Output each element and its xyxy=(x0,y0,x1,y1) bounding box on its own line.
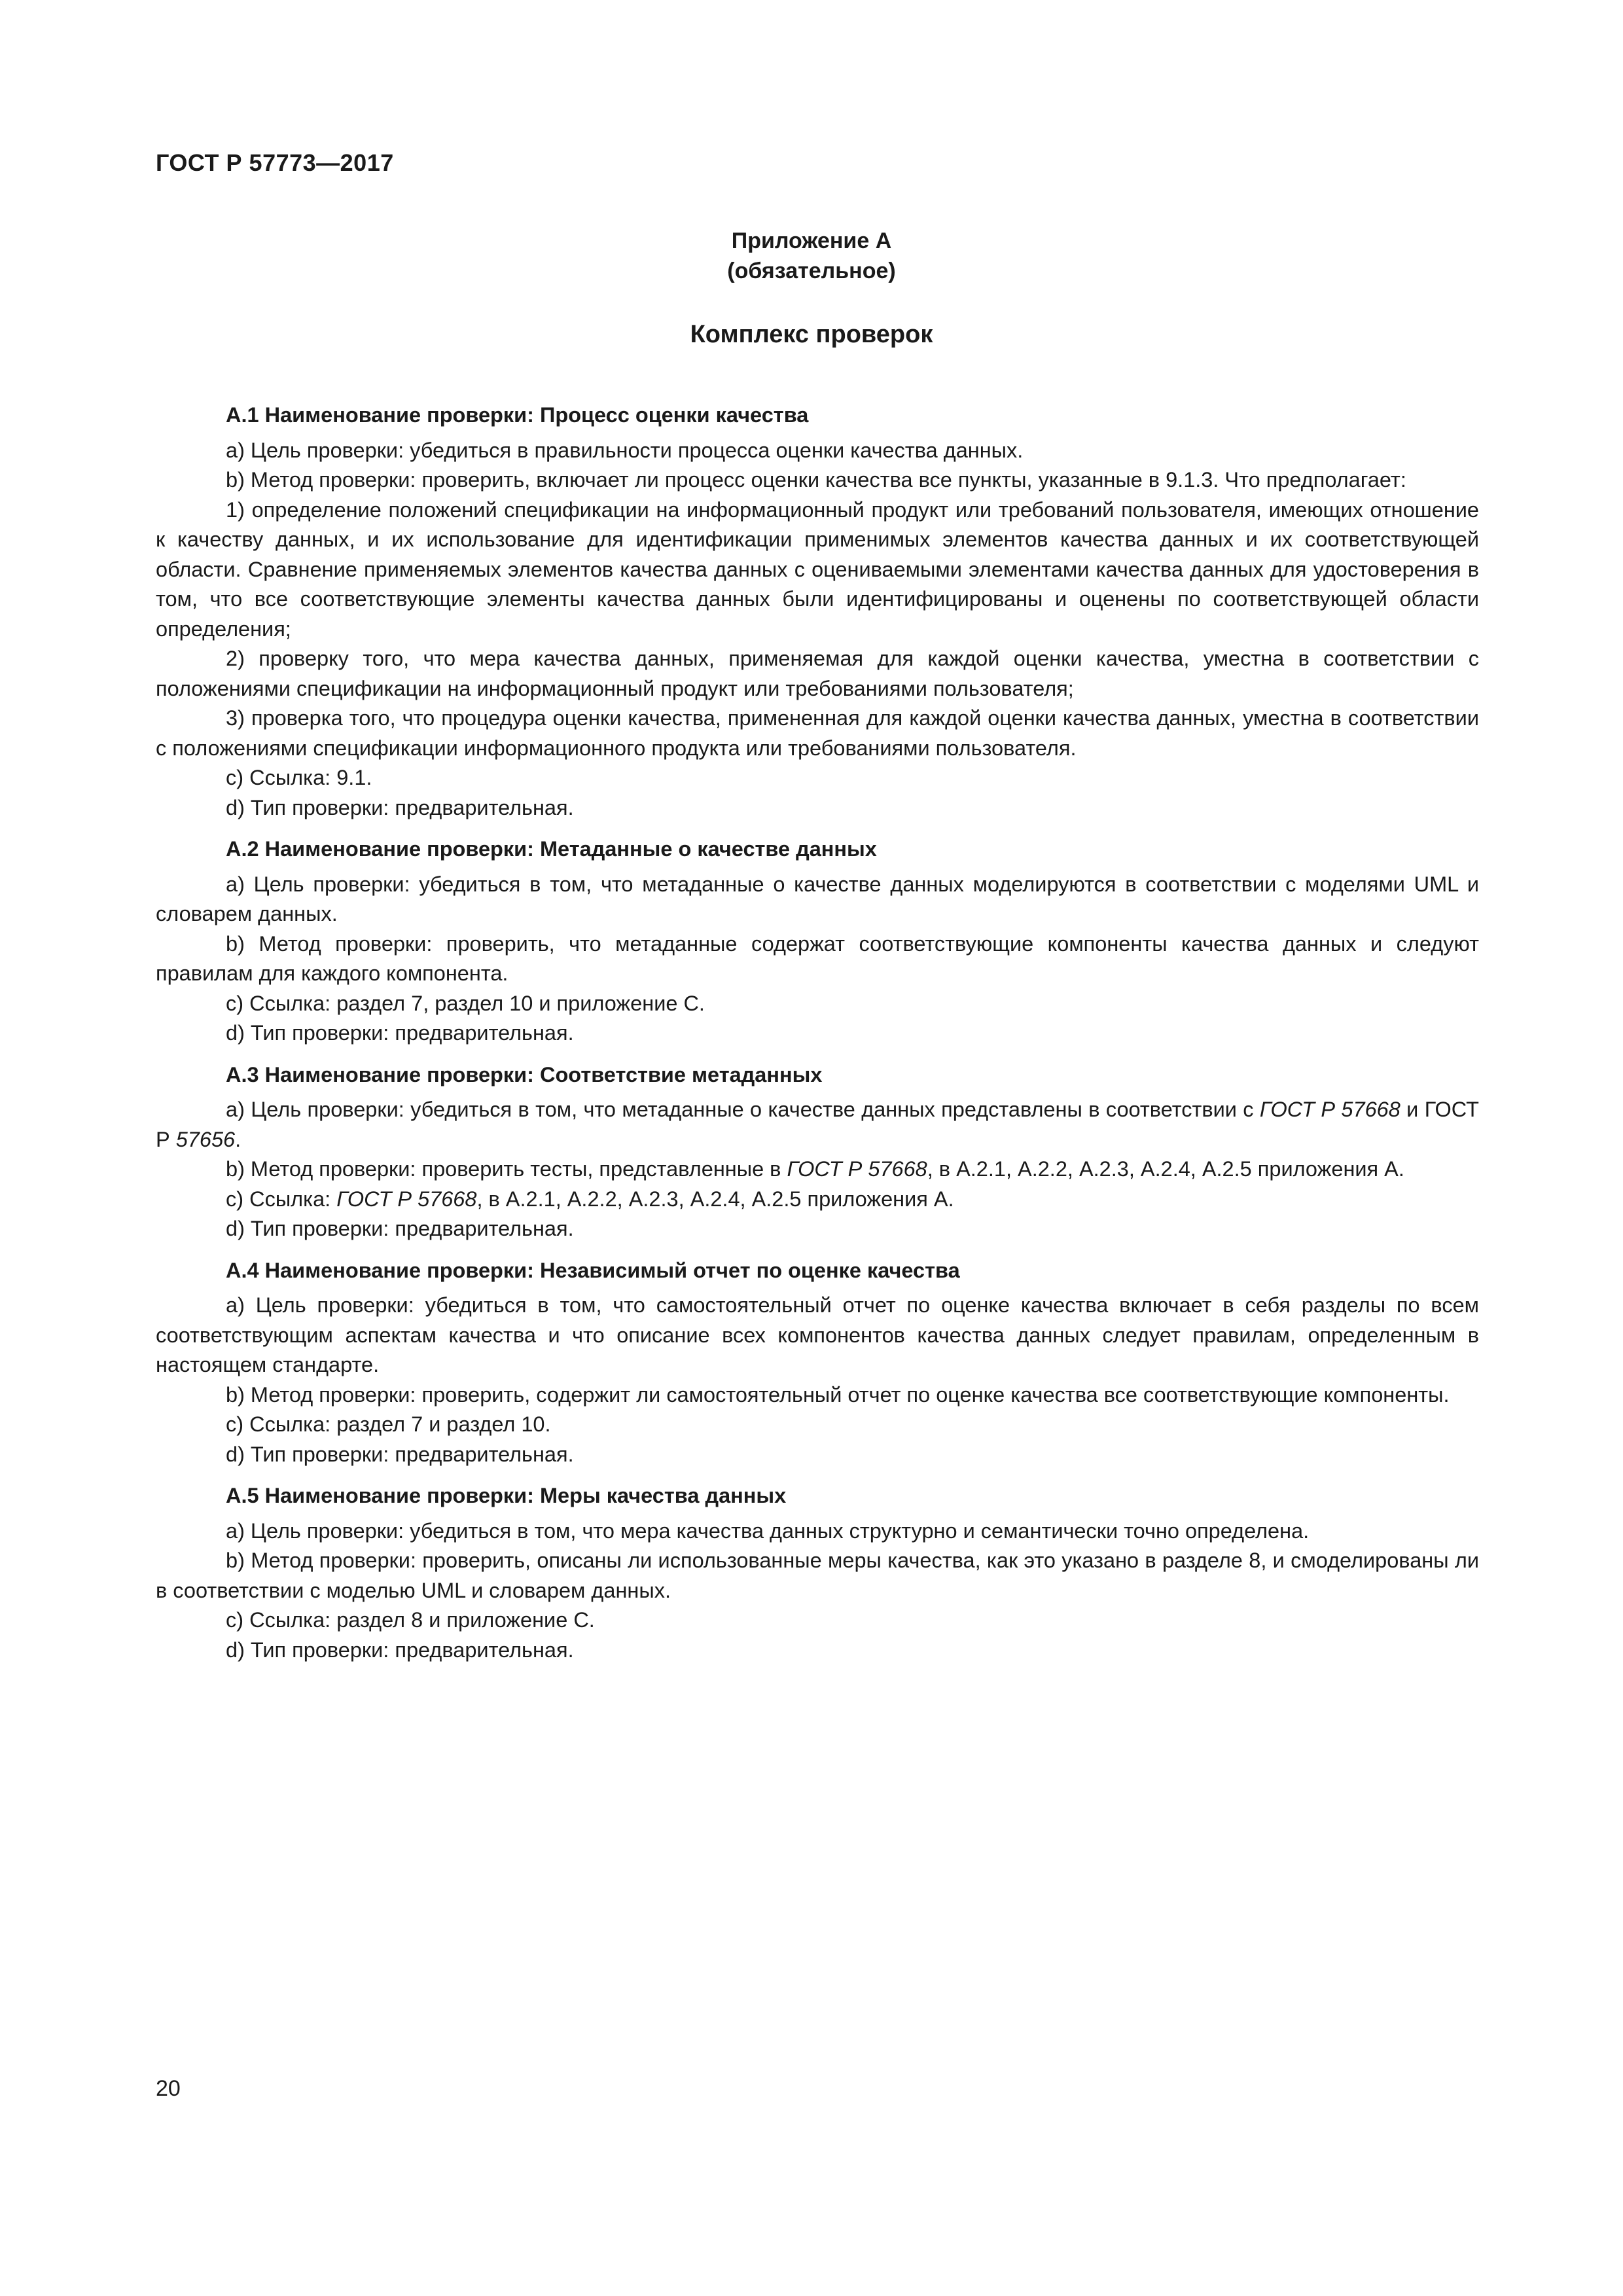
paragraph: c) Ссылка: раздел 7 и раздел 10. xyxy=(226,1412,551,1436)
standard-reference: ГОСТ Р 57668 xyxy=(336,1187,477,1211)
text-run: . xyxy=(235,1127,241,1151)
section-heading-a4: А.4 Наименование проверки: Независимый отчет по оценке качества xyxy=(226,1258,960,1282)
paragraph: b) Метод проверки: проверить, содержит ли самостоятельный отчет по оценке качества все соответствующие компоненты. xyxy=(226,1382,1450,1407)
paragraph: а) Цель проверки: убедиться в том, что самостоятельный отчет по оценке качества включает в себя разделы по всем соответствующим аспектам качества и что описание всех компонентов качества данных следует правилам, определенным в настоящем стандарте. xyxy=(156,1293,1479,1376)
section-heading-a1: А.1 Наименование проверки: Процесс оценки качества xyxy=(226,403,809,427)
appendix-title: Комплекс проверок xyxy=(690,321,933,348)
paragraph: d) Тип проверки: предварительная. xyxy=(226,1442,574,1466)
paragraph: 3) проверка того, что процедура оценки качества, примененная для каждой оценки качества данных, уместна в соответствии с положениями спецификации информационного продукта или требованиями пользователя. xyxy=(156,706,1479,760)
paragraph: 1) определение положений спецификации на информационный продукт или требований пользователя, имеющих отношение к качеству данных, и их использование для идентификации применимых элементов качества данных и их соответствующей области. Сравнение применяемых элементов качества данных с оцениваемыми элементами качества данных для удостоверения в том, что все соответствующие элементы качества данных были идентифицированы и оценены по соответствующей области определения; xyxy=(156,497,1479,641)
appendix-label: Приложение А xyxy=(731,228,892,253)
paragraph xyxy=(156,1155,1479,1185)
page-number: 20 xyxy=(156,2076,181,2101)
paragraph: а) Цель проверки: убедиться в том, что мера качества данных структурно и семантически точно определена. xyxy=(226,1518,1310,1543)
appendix-status: (обязательное) xyxy=(727,259,896,283)
text-run: , в А.2.1, А.2.2, А.2.3, А.2.4, А.2.5 приложения А. xyxy=(927,1157,1404,1181)
standard-reference: ГОСТ Р 57668 xyxy=(1259,1098,1400,1121)
paragraph: c) Ссылка: 9.1. xyxy=(226,766,372,789)
paragraph: b) Метод проверки: проверить, что метаданные содержат соответствующие компоненты качества данных и следуют правилам для каждого компонента. xyxy=(156,931,1479,985)
text-run: , в А.2.1, А.2.2, А.2.3, А.2.4, А.2.5 приложения А. xyxy=(476,1187,954,1211)
text-run: c) Ссылка: xyxy=(226,1187,337,1211)
section-heading-a5: А.5 Наименование проверки: Меры качества данных xyxy=(226,1484,787,1507)
paragraph: 2) проверку того, что мера качества данных, применяемая для каждой оценки качества, уместна в соответствии с положениями спецификации на информационный продукт или требованиями пользователя; xyxy=(156,647,1479,700)
section-heading-a3: А.3 Наименование проверки: Соответствие метаданных xyxy=(226,1062,823,1086)
standard-reference: ГОСТ Р 57668 xyxy=(787,1157,927,1181)
document-code: ГОСТ Р 57773—2017 xyxy=(156,149,394,176)
paragraph: d) Тип проверки: предварительная. xyxy=(226,1638,574,1662)
paragraph: а) Цель проверки: убедиться в правильности процесса оценки качества данных. xyxy=(226,438,1024,462)
paragraph: d) Тип проверки: предварительная. xyxy=(226,1217,574,1240)
paragraph xyxy=(156,1095,1479,1155)
text-run: b) Метод проверки: проверить тесты, представленные в xyxy=(226,1157,787,1181)
paragraph: d) Тип проверки: предварительная. xyxy=(226,1021,574,1045)
paragraph: c) Ссылка: раздел 7, раздел 10 и приложение С. xyxy=(226,991,705,1015)
standard-reference: 57656 xyxy=(175,1127,236,1151)
paragraph xyxy=(156,1185,1479,1215)
text-run: а) Цель проверки: убедиться в том, что метаданные о качестве данных представлены в соответствии с xyxy=(226,1098,1260,1121)
section-heading-a2: А.2 Наименование проверки: Метаданные о качестве данных xyxy=(226,837,877,861)
paragraph: b) Метод проверки: проверить, включает ли процесс оценки качества все пункты, указанные в 9.1.3. Что предполагает: xyxy=(226,468,1406,492)
text-run: и ГОСТ Р xyxy=(156,1098,1479,1151)
paragraph: b) Метод проверки: проверить, описаны ли использованные меры качества, как это указано в разделе 8, и смоделированы ли в соответствии с моделью UML и словарем данных. xyxy=(156,1549,1479,1602)
paragraph: d) Тип проверки: предварительная. xyxy=(226,795,574,819)
document-body xyxy=(156,401,1479,1665)
paragraph: c) Ссылка: раздел 8 и приложение С. xyxy=(226,1608,595,1632)
paragraph: а) Цель проверки: убедиться в том, что метаданные о качестве данных моделируются в соответствии с моделями UML и словарем данных. xyxy=(156,872,1479,925)
appendix-label-block xyxy=(0,226,1623,286)
